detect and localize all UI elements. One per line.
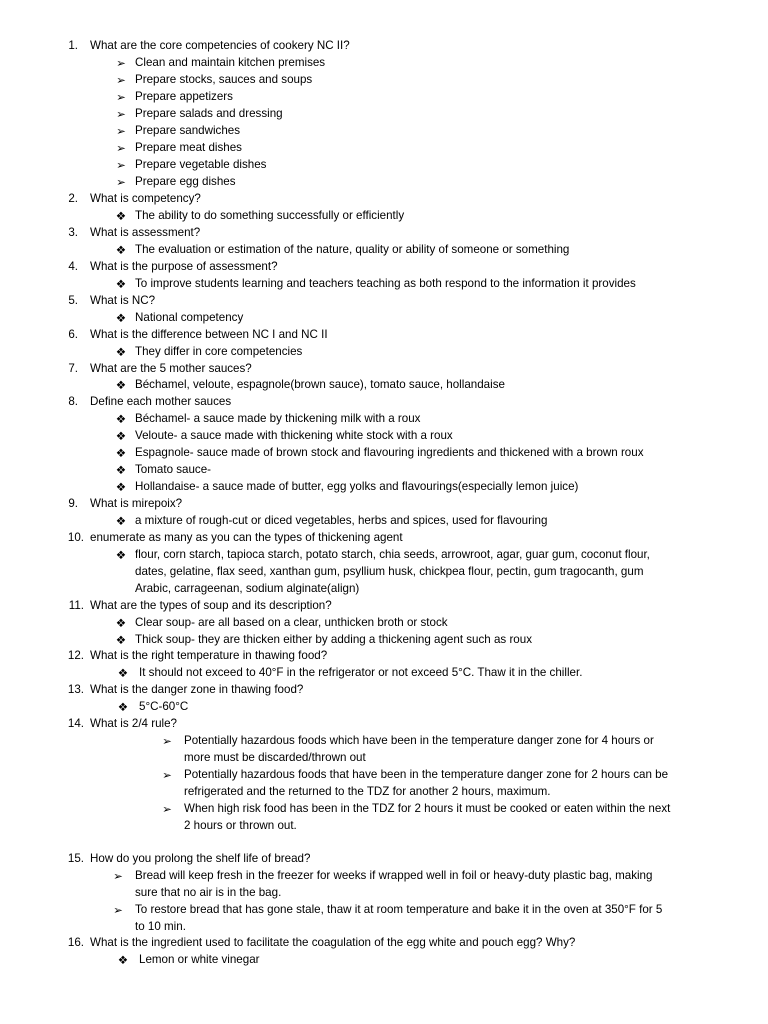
question-text: What are the types of soup and its description? bbox=[90, 599, 332, 612]
question-number: 3. bbox=[68, 226, 78, 239]
diamond-bullet-icon: ❖ bbox=[115, 346, 127, 359]
diamond-bullet-icon: ❖ bbox=[115, 464, 127, 477]
diamond-bullet-icon: ❖ bbox=[115, 549, 127, 562]
question-number: 16. bbox=[67, 936, 84, 949]
question-text: What is mirepoix? bbox=[90, 497, 183, 510]
question-number: 9. bbox=[68, 497, 78, 510]
diamond-bullet-icon: ❖ bbox=[115, 244, 127, 257]
question-text: What is the ingredient used to facilitate the coagulation of the egg white and pouch egg? Why? bbox=[90, 936, 576, 949]
diamond-bullet-icon: ❖ bbox=[115, 634, 127, 647]
question-number: 11. bbox=[68, 599, 84, 612]
arrow-bullet-icon: ➢ bbox=[116, 142, 126, 155]
diamond-bullet-icon: ❖ bbox=[115, 447, 127, 460]
arrow-bullet-icon: ➢ bbox=[162, 735, 172, 748]
arrow-bullet-icon: ➢ bbox=[113, 904, 123, 917]
question-text: enumerate as many as you can the types of thickening agent bbox=[90, 531, 403, 544]
answer-continuation: Arabic, carrageenan, sodium alginate(align) bbox=[135, 582, 360, 595]
arrow-bullet-icon: ➢ bbox=[116, 108, 126, 121]
question-text: How do you prolong the shelf life of bread? bbox=[90, 852, 311, 865]
diamond-bullet-icon: ❖ bbox=[115, 617, 127, 630]
question-number: 5. bbox=[68, 294, 78, 307]
question-text: What are the core competencies of cookery NC II? bbox=[90, 39, 350, 52]
arrow-bullet-icon: ➢ bbox=[116, 176, 126, 189]
answer-continuation: dates, gelatine, flax seed, xanthan gum, psyllium husk, chickpea flour, pectin, gum tragocanth, gum bbox=[135, 565, 644, 578]
diamond-bullet-icon: ❖ bbox=[115, 430, 127, 443]
question-number: 14. bbox=[67, 717, 84, 730]
question-number: 15. bbox=[67, 852, 84, 865]
question-text: What is the purpose of assessment? bbox=[90, 260, 278, 273]
question-number: 7. bbox=[68, 362, 78, 375]
question-text: What is assessment? bbox=[90, 226, 201, 239]
question-text: What are the 5 mother sauces? bbox=[90, 362, 252, 375]
question-number: 6. bbox=[68, 328, 78, 341]
document-page: 1. What are the core competencies of cookery NC II? ➢ Clean and maintain kitchen premises ➢ Prepare stocks, sauces and soups ➢ Prepare appetizers ➢ Prepare salads and dressing ➢ Prepare sandwiches ➢ Prepare meat dishes ➢ Prepare vegetable dishes ➢ Prepare egg dishes 2. What is competency? ❖ The ability to do something successfully or efficiently 3. What is assessment? ❖ The evaluation or estimation of the nature, quality or ability of someone or something 4. What is the purpose of assessment? ❖ To improve students learning and teachers teaching as both respond to the information it provides 5. What is NC? ❖ National competency 6. What is the difference between NC I and NC II ❖ They differ in core competencies 7. What are the 5 mother sauces? ❖ Béchamel, veloute, espagnole(brown sauce), tomato sauce, hollandaise 8. Define each mother sauces ❖ Béchamel- a sauce made by thickening milk with a roux ❖ Veloute- a sauce made with thickening white stock with a roux ❖ Espagnole- sauce made of brown stock and flavouring ingredients and thickened with a brown roux ❖ Tomato sauce- ❖ Hollandaise- a sauce made of butter, egg yolks and flavourings(especially lemon juice) 9. What is mirepoix? ❖ a mixture of rough-cut or diced vegetables, herbs and spices, used for flavouring 10. enumerate as many as you can the types of thickening agent ❖ flour, corn starch, tapioca starch, potato starch, chia seeds, arrowroot, agar, guar gum, coconut flour, dates, gelatine, flax seed, xanthan gum, psyllium husk, chickpea flour, pectin, gum tragocanth, gum Arabic, carrageenan, sodium alginate(align) 11. What are the types of soup and its description? ❖ Clear soup- are all based on a clear, unthicken broth or stock ❖ Thick soup- they are thicken either by adding a thickening agent such as roux 12. What is the right temperature in thawing food? ❖ It should not exceed to 40°F in the refrigerator or not exceed 5°C. Thaw it in the chiller. 13. What is the danger zone in thawing food? ❖ 5°C-60°C 14. What is 2/4 rule? ➢ Potentially hazardous foods which have been in the temperature danger zone for 4 hours or more must be discarded/thrown out ➢ Potentially hazardous foods that have been in the temperature danger zone for 2 hours can be refrigerated and the returned to the TDZ for another 2 hours, maximum. ➢ When high risk food has been in the TDZ for 2 hours it must be cooked or eaten within the next 2 hours or thrown out. 15. How do you prolong the shelf life of bread? ➢ Bread will keep fresh in the freezer for weeks if wrapped well in foil or heavy-duty plastic bag, making sure that no air is in the bag. ➢ To restore bread that has gone stale, thaw it at room temperature and bake it in the oven at 350°F for 5 to 10 min. 16. What is the ingredient used to facilitate the coagulation of the egg white and pouch egg? Why? ❖ Lemon or white vinegar bbox=[0, 0, 768, 1024]
question-text: What is 2/4 rule? bbox=[90, 717, 177, 730]
diamond-bullet-icon: ❖ bbox=[117, 954, 129, 967]
arrow-bullet-icon: ➢ bbox=[116, 125, 126, 138]
answer-continuation: more must be discarded/thrown out bbox=[184, 751, 366, 764]
diamond-bullet-icon: ❖ bbox=[115, 312, 127, 325]
answer-continuation: to 10 min. bbox=[135, 920, 186, 933]
question-number: 10. bbox=[67, 531, 84, 544]
question-number: 13. bbox=[67, 683, 84, 696]
arrow-bullet-icon: ➢ bbox=[162, 769, 172, 782]
diamond-bullet-icon: ❖ bbox=[115, 278, 127, 291]
arrow-bullet-icon: ➢ bbox=[162, 803, 172, 816]
answer-continuation: 2 hours or thrown out. bbox=[184, 819, 297, 832]
question-text: What is NC? bbox=[90, 294, 156, 307]
question-text: What is competency? bbox=[90, 192, 201, 205]
diamond-bullet-icon: ❖ bbox=[117, 667, 129, 680]
question-text: What is the right temperature in thawing food? bbox=[90, 649, 328, 662]
arrow-bullet-icon: ➢ bbox=[113, 870, 123, 883]
arrow-bullet-icon: ➢ bbox=[116, 91, 126, 104]
question-number: 4. bbox=[68, 260, 78, 273]
diamond-bullet-icon: ❖ bbox=[115, 481, 127, 494]
question-text: What is the danger zone in thawing food? bbox=[90, 683, 304, 696]
diamond-bullet-icon: ❖ bbox=[115, 210, 127, 223]
diamond-bullet-icon: ❖ bbox=[115, 413, 127, 426]
diamond-bullet-icon: ❖ bbox=[115, 515, 127, 528]
answer-continuation: refrigerated and the returned to the TDZ for another 2 hours, maximum. bbox=[184, 785, 551, 798]
arrow-bullet-icon: ➢ bbox=[116, 159, 126, 172]
answer-continuation: sure that no air is in the bag. bbox=[135, 886, 282, 899]
question-number: 8. bbox=[68, 395, 78, 408]
question-text: Define each mother sauces bbox=[90, 395, 232, 408]
diamond-bullet-icon: ❖ bbox=[117, 701, 129, 714]
question-number: 1. bbox=[68, 39, 78, 52]
arrow-bullet-icon: ➢ bbox=[116, 57, 126, 70]
question-number: 12. bbox=[67, 649, 84, 662]
question-text: What is the difference between NC I and NC II bbox=[90, 328, 328, 341]
diamond-bullet-icon: ❖ bbox=[115, 379, 127, 392]
question-number: 2. bbox=[68, 192, 78, 205]
arrow-bullet-icon: ➢ bbox=[116, 74, 126, 87]
